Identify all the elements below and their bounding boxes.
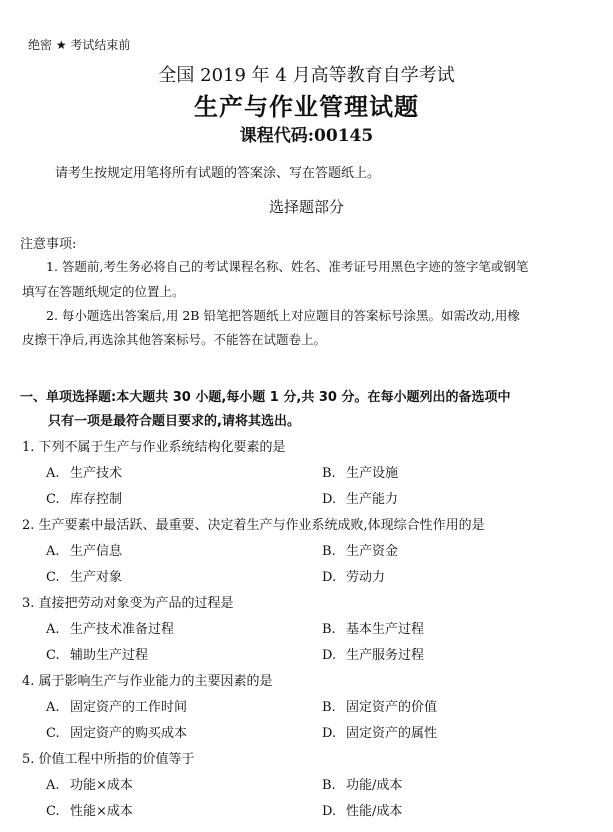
- course-code: 课程代码:00145: [239, 126, 374, 146]
- note-line: 皮擦干净后,再选涂其他答案标号。不能答在试题卷上。: [22, 332, 326, 347]
- question-stem: 1. 下列不属于生产与作业系统结构化要素的是: [22, 440, 286, 455]
- option-b: B. 基本生产过程: [322, 622, 425, 637]
- option-a: A. 功能×成本: [46, 778, 133, 793]
- option-a: A. 固定资产的工作时间: [46, 700, 188, 715]
- option-c: C. 库存控制: [46, 492, 123, 507]
- question-stem: 2. 生产要素中最活跃、最重要、决定着生产与作业系统成败,体现综合性作用的是: [22, 518, 485, 533]
- option-d: D. 劳动力: [322, 570, 386, 585]
- exam-title: 全国 2019 年 4 月高等教育自学考试: [158, 65, 455, 86]
- option-c: C. 辅助生产过程: [46, 648, 149, 663]
- question-stem: 3. 直接把劳动对象变为产品的过程是: [22, 596, 234, 611]
- note-line: 填写在答题纸规定的位置上。: [22, 284, 185, 299]
- part-title: 选择题部分: [268, 198, 344, 216]
- section-heading: 一、单项选择题:本大题共 30 小题,每小题 1 分,共 30 分。在每小题列出的备选项中: [20, 390, 511, 405]
- question-stem: 4. 属于影响生产与作业能力的主要因素的是: [22, 674, 273, 689]
- option-b: B. 生产设施: [322, 466, 399, 481]
- note-line: 1. 答题前,考生务必将自己的考试课程名称、姓名、准考证号用黑色字迹的签字笔或钢笔: [46, 259, 529, 274]
- note-line: 2. 每小题选出答案后,用 2B 铅笔把答题纸上对应题目的答案标号涂黑。如需改动,用橡: [46, 308, 520, 323]
- option-d: D. 性能/成本: [322, 804, 403, 819]
- option-b: B. 功能/成本: [322, 778, 403, 793]
- subject-title: 生产与作业管理试题: [194, 93, 419, 121]
- option-d: D. 生产能力: [322, 492, 399, 507]
- option-b: B. 生产资金: [322, 544, 399, 559]
- option-a: A. 生产技术准备过程: [46, 622, 175, 637]
- option-c: C. 生产对象: [46, 570, 123, 585]
- option-b: B. 固定资产的价值: [322, 700, 438, 715]
- section-heading-cont: 只有一项是最符合题目要求的,请将其选出。: [48, 414, 300, 429]
- answer-instruction: 请考生按规定用笔将所有试题的答案涂、写在答题纸上。: [55, 166, 381, 181]
- option-c: C. 性能×成本: [46, 804, 133, 819]
- question-stem: 5. 价值工程中所指的价值等于: [22, 752, 195, 767]
- option-a: A. 生产技术: [46, 466, 123, 481]
- option-d: D. 固定资产的属性: [322, 726, 438, 741]
- option-d: D. 生产服务过程: [322, 648, 425, 663]
- notes-heading: 注意事项:: [20, 237, 77, 252]
- confidential-mark: 绝密 ★ 考试结束前: [28, 38, 131, 52]
- option-a: A. 生产信息: [46, 544, 123, 559]
- option-c: C. 固定资产的购买成本: [46, 726, 188, 741]
